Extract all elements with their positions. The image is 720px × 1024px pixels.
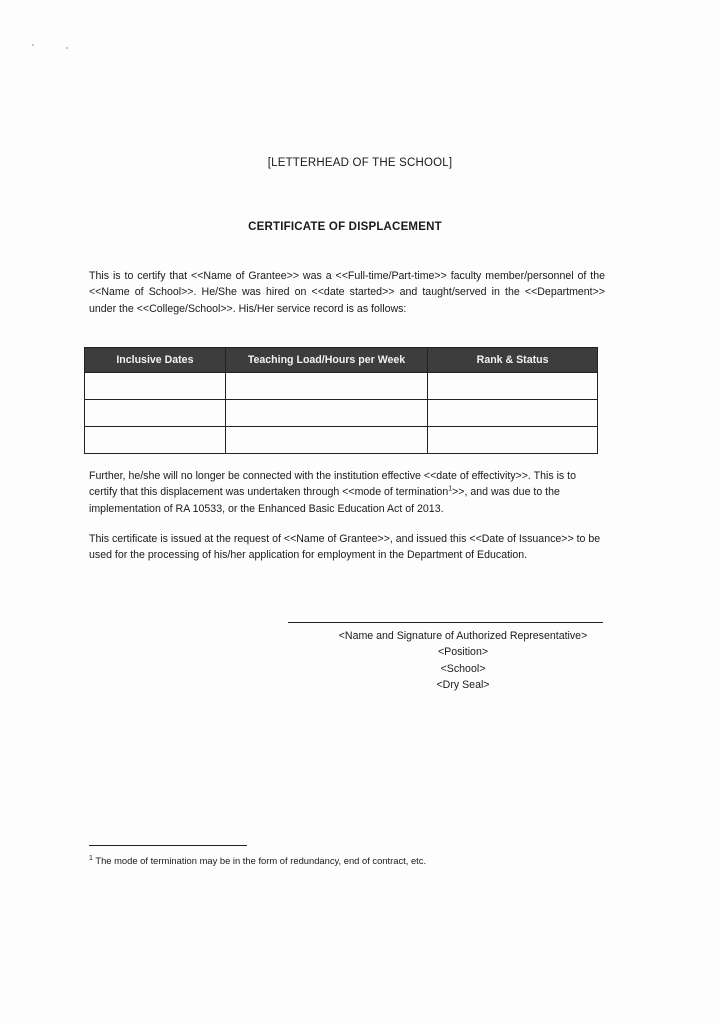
signatory-name-placeholder: <Name and Signature of Authorized Representative> bbox=[338, 630, 588, 642]
table-row bbox=[85, 373, 598, 400]
certificate-title: CERTIFICATE OF DISPLACEMENT bbox=[248, 221, 442, 233]
table-header-row bbox=[85, 348, 598, 373]
table-cell bbox=[85, 427, 226, 454]
signature-line bbox=[288, 622, 603, 623]
intro-paragraph: This is to certify that <<Name of Grantee>> was a <<Full-time/Part-time>> faculty member/personnel of the <<Name of School>>. He/She was hired on <<date started>> and taught/served in the <<Department>> under the <<College/School>>. His/Her service record is as follows: bbox=[89, 270, 605, 315]
table-cell bbox=[225, 427, 427, 454]
footnote-number: 1 bbox=[89, 854, 93, 862]
service-record-table bbox=[84, 347, 598, 454]
table-cell bbox=[428, 400, 598, 427]
scan-speck bbox=[66, 47, 68, 49]
signature-block bbox=[298, 628, 628, 694]
signatory-school-placeholder: <School> bbox=[440, 662, 486, 675]
issuance-paragraph: This certificate is issued at the request of <<Name of Grantee>>, and issued this <<Date of Issuance>> to be used for the processing of his/her application for employment in the Department of Education. bbox=[89, 533, 601, 562]
footnote bbox=[89, 855, 609, 866]
signatory-position-placeholder: <Position> bbox=[437, 646, 489, 659]
letterhead-placeholder: [LETTERHEAD OF THE SCHOOL] bbox=[267, 157, 453, 169]
table-row bbox=[85, 400, 598, 427]
effectivity-text-after: >>, and was due to the implementation of RA 10533, or the Enhanced Basic Education Act of 2013. bbox=[89, 486, 560, 515]
table-cell bbox=[225, 400, 427, 427]
table-cell bbox=[85, 400, 226, 427]
table-cell bbox=[428, 427, 598, 454]
column-header-teaching-load: Teaching Load/Hours per Week bbox=[225, 348, 427, 373]
footnote-divider bbox=[89, 845, 247, 846]
footnote-reference: 1 bbox=[448, 485, 453, 493]
scan-speck bbox=[32, 44, 34, 46]
effectivity-paragraph bbox=[89, 468, 605, 517]
column-header-rank-status: Rank & Status bbox=[428, 348, 598, 373]
table-cell bbox=[85, 373, 226, 400]
table-cell bbox=[428, 373, 598, 400]
column-header-inclusive-dates: Inclusive Dates bbox=[85, 348, 226, 373]
table-cell bbox=[225, 373, 427, 400]
effectivity-text-before: Further, he/she will no longer be connected with the institution effective <<date of effectivity>>. This is to certify that this displacement was undertaken through <<mode of termination bbox=[89, 470, 577, 499]
dry-seal-placeholder: <Dry Seal> bbox=[436, 679, 490, 692]
table-row bbox=[85, 427, 598, 454]
footnote-text: The mode of termination may be in the form of redundancy, end of contract, etc. bbox=[95, 855, 427, 866]
